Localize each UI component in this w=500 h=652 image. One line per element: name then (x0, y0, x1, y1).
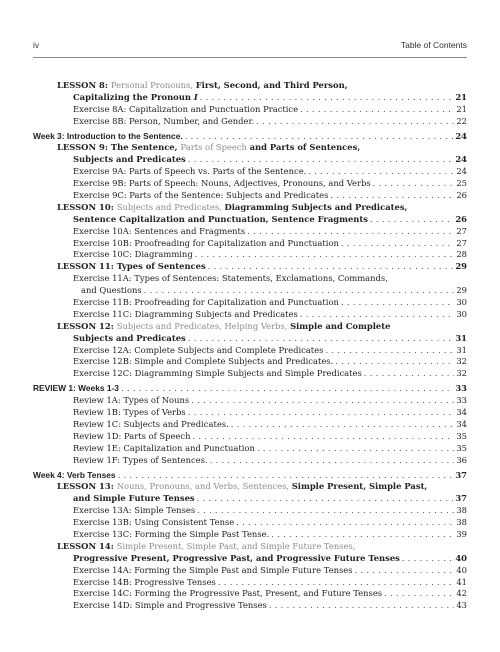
toc-page-number: 28 (456, 249, 467, 260)
toc-entry-part: and Parts of Sentences, (249, 142, 361, 153)
toc-entry-lesson[interactable] (33, 261, 467, 273)
toc-entry-part: Progressive Present, Progressive Past, and Progressive Future Tenses (73, 552, 400, 563)
toc-entry-text (73, 493, 195, 505)
toc-page-number: 25 (456, 178, 467, 189)
page-number: iv (33, 40, 40, 50)
toc-entry-part: Exercise 14D: Simple and Progressive Tenses (73, 600, 267, 611)
toc-entry-part: LESSON 8: (57, 80, 111, 90)
toc-entry-text (57, 202, 407, 214)
dot-leader (231, 419, 454, 431)
toc-entry-part: LESSON 11: Types of Sentences (57, 261, 206, 272)
dot-leader (208, 261, 454, 273)
toc-entry-part: LESSON 14: (57, 540, 117, 551)
toc-entry-ex[interactable] (33, 116, 467, 128)
dot-leader (118, 470, 454, 482)
dot-leader (218, 577, 454, 589)
dot-leader (257, 443, 454, 455)
toc-page-number: 34 (456, 407, 467, 418)
toc-entry-text (73, 116, 254, 128)
toc-entry-cont[interactable] (33, 154, 467, 166)
toc-entry-part: Exercise 12C: Diagramming Simple Subjects and Simple Predicates (73, 368, 362, 379)
toc-entry-part: Diagramming Subjects and Predicates, (224, 201, 408, 212)
toc-entry-part: Exercise 10B: Proofreading for Capitalization and Punctuation (73, 237, 339, 248)
toc-entry-text (73, 588, 382, 600)
toc-entry-text (81, 285, 142, 297)
toc-entry-part: Week 4: Verb Tenses (33, 469, 116, 480)
toc-entry-part: Subjects and Predicates (73, 154, 186, 165)
toc-entry-text (73, 565, 353, 577)
toc-entry-part: Exercise 13A: Simple Tenses (73, 505, 196, 516)
toc-entry-part: Exercise 8B: Person, Number, and Gender. (73, 115, 255, 126)
toc-entry-week[interactable] (33, 470, 467, 482)
toc-entry-cont[interactable] (33, 493, 467, 505)
toc-entry-text (73, 600, 267, 612)
toc-entry-text (73, 529, 269, 541)
toc-page-number: 26 (456, 190, 467, 201)
toc-entry-ex[interactable] (33, 368, 467, 380)
toc-entry-text (57, 261, 206, 273)
toc-entry-text (73, 238, 339, 250)
toc-entry-text (73, 517, 234, 529)
toc-page-number: 41 (456, 576, 467, 587)
toc-entry-text (73, 455, 208, 467)
dot-leader (195, 249, 454, 261)
toc-page-number: 33 (455, 383, 467, 394)
toc-page-number: 32 (456, 368, 467, 379)
toc-entry-part: Review 1E: Capitalization and Punctuation (73, 442, 255, 453)
toc-entry-part: Exercise 9B: Parts of Speech: Nouns, Adjectives, Pronouns, and Verbs (73, 178, 371, 189)
toc-entry-cont[interactable] (33, 333, 467, 345)
toc-entry-text (57, 321, 390, 333)
toc-entry-part: Exercise 9C: Parts of the Sentence: Subjects and Predicates (73, 190, 329, 201)
toc-entry-part: Exercise 8A: Capitalization and Punctuation Practice (73, 103, 299, 114)
toc-entry-part: Review 1C: Subjects and Predicates. (73, 418, 229, 429)
toc-entry-ex[interactable] (33, 166, 467, 178)
toc-entry-ex[interactable] (33, 529, 467, 541)
toc-page-number: 30 (456, 297, 467, 308)
toc-entry-text (73, 92, 198, 104)
toc-page-number: 24 (455, 130, 467, 141)
toc-entry-text (73, 431, 190, 443)
toc-entry-ex[interactable] (33, 297, 467, 309)
toc-entry-part: LESSON 10: (57, 201, 117, 212)
toc-entry-text (73, 356, 333, 368)
dot-leader (384, 588, 454, 600)
toc-entry-part: Capitalizing the Pronoun (73, 91, 194, 102)
toc-entry-ex[interactable] (33, 309, 467, 321)
toc-entry-text (73, 419, 229, 431)
dot-leader (188, 407, 454, 419)
toc-page-number: 42 (456, 588, 467, 599)
toc-page-number: 27 (456, 225, 467, 236)
dot-leader (185, 131, 454, 143)
toc-entry-part: Exercise 12A: Complete Subjects and Complete Predicates (73, 344, 324, 355)
toc-page-number: 30 (456, 308, 467, 319)
toc-page-number: 37 (455, 493, 467, 504)
toc-entry-part: Simple and Complete (290, 320, 391, 331)
toc-entry-part: and Questions (81, 285, 142, 296)
dot-leader (330, 190, 454, 202)
dot-leader (121, 383, 453, 395)
toc-entry-part: LESSON 12: (57, 320, 117, 331)
toc-page-number: 26 (455, 213, 467, 224)
dot-leader (271, 529, 454, 541)
toc-entry-part: Exercise 10A: Sentences and Fragments (73, 225, 246, 236)
toc-entry-part: Exercise 14A: Forming the Simple Past and Simple Future Tenses (73, 564, 353, 575)
dot-leader (341, 297, 454, 309)
toc-entry-part: Exercise 9A: Parts of Speech vs. Parts of the Sentence. (73, 166, 307, 177)
toc-entry-text (73, 190, 328, 202)
dot-leader (210, 455, 454, 467)
toc-entry-text (73, 407, 186, 419)
toc-entry-ex[interactable] (33, 190, 467, 202)
toc-entry-cont[interactable] (33, 92, 467, 104)
toc-entry-text (73, 214, 368, 226)
toc-entry-part: Sentence Capitalization and Punctuation, Sentence Fragments (73, 213, 368, 224)
toc-entry-cont[interactable] (33, 214, 467, 226)
toc-entry-part: Review 1D: Parts of Speech (73, 430, 191, 441)
toc-entry-text (73, 443, 255, 455)
toc-entry-part: Exercise 10C: Diagramming (73, 249, 193, 260)
toc-entry-text (73, 297, 339, 309)
toc-entry-part: Simple Present, Simple Past, (291, 481, 428, 492)
dot-leader (341, 238, 454, 250)
dot-leader (188, 333, 454, 345)
table-of-contents (33, 80, 467, 612)
toc-entry-part: Week 3: Introduction to the Sentence. (33, 130, 183, 141)
toc-entry-part: Exercise 13B: Using Consistent Tense (73, 517, 235, 528)
running-header (33, 40, 467, 54)
toc-entry-cont[interactable] (33, 553, 467, 565)
toc-entry-part: Review 1F: Types of Sentences. (73, 454, 208, 465)
toc-page-number: 24 (455, 154, 467, 165)
toc-entry-text (73, 577, 216, 589)
toc-entry-text (73, 226, 245, 238)
toc-entry-ex[interactable] (33, 273, 467, 285)
toc-entry-text (73, 505, 195, 517)
toc-page-number: 35 (456, 442, 467, 453)
toc-entry-week[interactable] (33, 131, 467, 143)
toc-entry-part: Review 1A: Types of Nouns (73, 395, 190, 406)
toc-page-number: 35 (456, 430, 467, 441)
toc-entry-ex[interactable] (33, 565, 467, 577)
dot-leader (236, 517, 454, 529)
toc-entry-text (73, 368, 362, 380)
toc-page-number: 40 (455, 552, 467, 563)
toc-entry-text (33, 131, 183, 143)
dot-leader (247, 226, 454, 238)
dot-leader (335, 356, 454, 368)
toc-entry-part: Exercise 11C: Diagramming Subjects and Predicates (73, 308, 298, 319)
toc-entry-part: LESSON 13: (57, 481, 117, 492)
toc-entry-part: Exercise 14C: Forming the Progressive Past, Present, and Future Tenses (73, 588, 383, 599)
toc-entry-text (73, 249, 193, 261)
toc-entry-ex[interactable] (33, 104, 467, 116)
toc-entry-part: and Simple Future Tenses (73, 493, 195, 504)
toc-entry-text (73, 395, 189, 407)
toc-entry-text (73, 333, 186, 345)
dot-leader (200, 92, 454, 104)
toc-entry-ex2[interactable] (33, 285, 467, 297)
dot-leader (373, 178, 454, 190)
dot-leader (370, 214, 453, 226)
toc-entry-ex[interactable] (33, 238, 467, 250)
toc-entry-part: First, Second, and Third Person, (195, 80, 348, 90)
toc-entry-ex[interactable] (33, 517, 467, 529)
toc-entry-part: Subjects and Predicates, (116, 201, 225, 212)
toc-entry-text (57, 80, 348, 92)
toc-entry-lesson[interactable] (33, 80, 467, 92)
toc-page-number: 38 (456, 505, 467, 516)
toc-entry-ex[interactable] (33, 588, 467, 600)
toc-entry-text (73, 553, 400, 565)
dot-leader (308, 166, 454, 178)
toc-entry-ex[interactable] (33, 505, 467, 517)
toc-entry-text (57, 541, 355, 553)
toc-page-number: 29 (455, 261, 467, 272)
toc-entry-week[interactable] (33, 383, 467, 395)
toc-page-number: 39 (456, 528, 467, 539)
header-rule (33, 57, 467, 58)
toc-entry-text (73, 345, 323, 357)
toc-entry-ex[interactable] (33, 345, 467, 357)
toc-entry-ex[interactable] (33, 356, 467, 368)
toc-entry-text (73, 273, 388, 285)
toc-entry-part: Review 1B: Types of Verbs (73, 407, 186, 418)
toc-page-number: 36 (456, 454, 467, 465)
toc-entry-ex[interactable] (33, 395, 467, 407)
toc-entry-text (73, 178, 371, 190)
toc-page-number: 43 (456, 600, 467, 611)
toc-page-number: 31 (455, 332, 467, 343)
dot-leader (325, 345, 454, 357)
toc-entry-part: Exercise 13C: Forming the Simple Past Tense. (73, 528, 270, 539)
toc-entry-part: Exercise 12B: Simple and Complete Subjects and Predicates. (73, 356, 334, 367)
toc-entry-ex[interactable] (33, 600, 467, 612)
toc-entry-ex[interactable] (33, 455, 467, 467)
toc-page-number: 33 (456, 395, 467, 406)
toc-entry-text (73, 309, 298, 321)
toc-page-number: 32 (456, 356, 467, 367)
toc-entry-lesson[interactable] (33, 541, 467, 553)
toc-page-number: 22 (456, 115, 467, 126)
toc-entry-part: Exercise 11B: Proofreading for Capitalization and Punctuation (73, 297, 339, 308)
toc-entry-ex[interactable] (33, 443, 467, 455)
toc-entry-ex[interactable] (33, 226, 467, 238)
toc-page-number: 24 (456, 166, 467, 177)
toc-page-number: 27 (456, 237, 467, 248)
toc-entry-lesson[interactable] (33, 481, 467, 493)
dot-leader (192, 431, 454, 443)
dot-leader (188, 154, 454, 166)
dot-leader (355, 565, 454, 577)
dot-leader (269, 600, 454, 612)
dot-leader (197, 493, 454, 505)
toc-entry-part: LESSON 9: The Sentence, (57, 142, 181, 153)
toc-entry-part: Simple Present, Simple Past, and Simple Future Tenses, (116, 540, 356, 551)
toc-entry-lesson[interactable] (33, 142, 467, 154)
toc-page-number: 21 (456, 103, 467, 114)
toc-entry-text (57, 481, 427, 493)
toc-entry-part: Nouns, Pronouns, and Verbs, Sentences, (116, 481, 292, 492)
toc-entry-ex[interactable] (33, 577, 467, 589)
toc-entry-text (73, 154, 186, 166)
toc-entry-part: Subjects and Predicates (73, 332, 186, 343)
toc-entry-part: Exercise 14B: Progressive Tenses (73, 576, 216, 587)
toc-entry-text (57, 142, 360, 154)
toc-entry-ex[interactable] (33, 419, 467, 431)
toc-entry-part: Personal Pronouns, (110, 80, 196, 90)
toc-entry-text (33, 383, 119, 395)
running-title: Table of Contents (400, 40, 467, 50)
dot-leader (300, 104, 454, 116)
toc-entry-text (73, 166, 306, 178)
toc-entry-ex[interactable] (33, 431, 467, 443)
toc-entry-ex[interactable] (33, 249, 467, 261)
dot-leader (300, 309, 454, 321)
toc-entry-lesson[interactable] (33, 202, 467, 214)
toc-entry-lesson[interactable] (33, 321, 467, 333)
dot-leader (402, 553, 453, 565)
toc-page-number: 38 (456, 517, 467, 528)
dot-leader (197, 505, 454, 517)
toc-entry-part: Exercise 11A: Types of Sentences: Statements, Exclamations, Commands, (73, 273, 388, 284)
dot-leader (364, 368, 454, 380)
toc-page-number: 31 (456, 344, 467, 355)
toc-page-number: 29 (456, 285, 467, 296)
toc-page-number: 37 (455, 469, 467, 480)
toc-entry-part: Subjects and Predicates, Helping Verbs, (116, 320, 291, 331)
toc-page-number: 40 (456, 564, 467, 575)
toc-entry-text (33, 470, 116, 482)
toc-entry-ex[interactable] (33, 407, 467, 419)
dot-leader (191, 395, 454, 407)
toc-entry-ex[interactable] (33, 178, 467, 190)
toc-entry-text (73, 104, 298, 116)
toc-entry-part: REVIEW 1: Weeks 1-3 (33, 383, 119, 394)
toc-entry-part: Parts of Speech (180, 142, 250, 153)
dot-leader (256, 116, 454, 128)
dot-leader (144, 285, 454, 297)
toc-entry-part: I (193, 91, 198, 102)
toc-page-number: 34 (456, 418, 467, 429)
toc-page-number: 21 (455, 91, 467, 102)
